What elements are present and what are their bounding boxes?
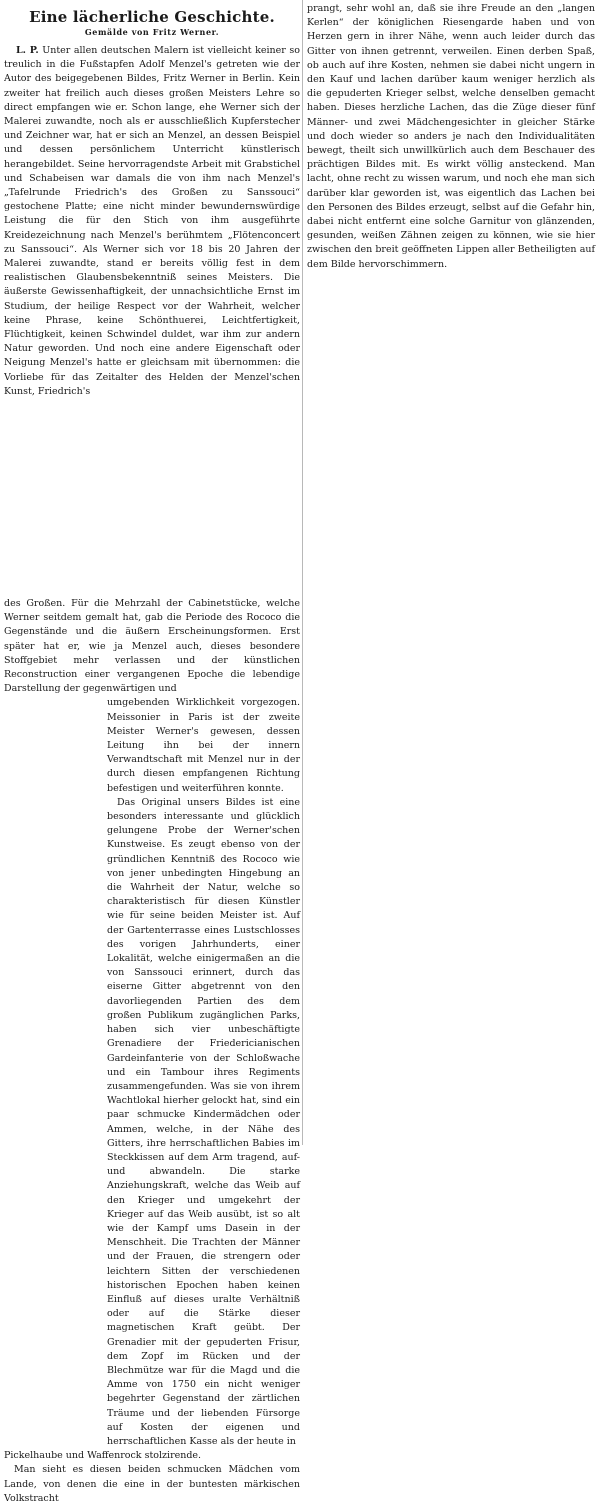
paragraph-3: Man sieht es diesen beiden schmucken Mädchen vom Lande, von denen die eine in der buntesten märkischen Volkstracht <box>4 1464 300 1504</box>
paragraph-1-full-width: des Großen. Für die Mehrzahl der Cabinetstücke, welche Werner seitdem gemalt hat, gab die Periode des Rococo die Gegenstände und die äußern Erscheinungsformen. Erst später hat er, wie ja Menzel auch, dieses besondere Stoffgebiet mehr verlassen und der künstlichen Reconstruction einer vergangenen Epoche die lebendige Darstellung der gegenwärtigen und <box>4 598 300 695</box>
article-subtitle: Gemälde von Fritz Werner. <box>84 27 220 37</box>
author-initials: L. P. <box>16 45 39 56</box>
paragraph-1-upper <box>4 44 300 399</box>
upper-text-block <box>4 44 300 597</box>
right-column <box>307 2 595 272</box>
paragraph-2-wrapped: Das Original unsers Bildes ist eine besonders interessante und glücklich gelungene Probe der Werner'schen Kunstweise. Es zeugt ebenso von der gründlichen Kenntniß des Rococo wie von jener unbedingten Hingebung an die Wahrheit der Natur, welche so charakteristisch für diesen Künstler wie für seine beiden Meister ist. Auf der Gartenterrasse eines Lustschlosses des vorigen Jahrhunderts, einer Lokalität, welche einigermaßen an die von Sanssouci erinnert, durch das eiserne Gitter abgetrennt von den davorliegenden Partien des dem großen Publikum zugänglichen Parks, haben sich vier unbeschäftigte Grenadiere der Friedericianischen Gardeinfanterie von der Schloßwache und ein Tambour ihres Regiments zusammengefunden. Was sie von ihrem Wachtlokal hierher gelockt hat, sind ein paar schmucke Kindermädchen oder Ammen, welche, in der Nähe des Gitters, ihre herrschaftlichen Babies im Steckkissen auf dem Arm tragend, auf- und abwandeln. Die starke Anziehungskraft, welche das Weib auf den Krieger und umgekehrt der Krieger auf das Weib ausübt, ist so alt wie der Kampf ums Dasein in der Menschheit. Die Trachten der Männer und der Frauen, die strengern oder leichtern Sitten der verschiedenen historischen Epochen haben keinen Einfluß auf dieses uralte Verhältniß oder auf die Stärke dieser magnetischen Kraft geübt. Der Grenadier mit der gepuderten Frisur, dem Zopf im Rücken und der Blechmütze war für die Magd und die Amme von 1750 ein nicht weniger begehrter Gegenstand der zärtlichen Träume und der liebenden Fürsorge auf Kosten der eigenen und herrschaftlichen Kasse als der heute in <box>107 796 300 1447</box>
wrapped-text-block <box>107 696 300 1449</box>
paragraph-2-full-width: Pickelhaube und Waffenrock stolzirende. <box>4 1450 202 1462</box>
column-divider <box>302 0 303 1145</box>
article-title: Eine lächerliche Geschichte. <box>29 8 275 26</box>
left-column <box>4 0 300 1506</box>
paragraph-1-wrapped: umgebenden Wirklichkeit vorgezogen. Meissonier in Paris ist der zweite Meister Werner's gewesen, dessen Leitung ihn bei der innern Verwandtschaft mit Menzel nur in der durch diesen empfangenen Richtung befestigen und weiterführen konnte. <box>107 697 300 794</box>
paragraph-1-upper-text: Unter allen deutschen Malern ist vielleicht keiner so treulich in die Fußstapfen Adolf Menzel's getreten wie der Autor des beigegebenen Bildes, Fritz Werner in Berlin. Kein zweiter hat freilich auch dieses großen Meisters Lehre so direct empfangen wie er. Schon lange, ehe Werner sich der Malerei zuwandte, noch als er ausschließlich Kupferstecher und Zeichner war, hat er sich an Menzel, an dessen Beispiel und dessen persönlichem Unterricht künstlerisch herangebildet. Seine hervorragendste Arbeit mit Grabstichel und Schabeisen war damals die von ihm nach Menzel's „Tafelrunde Friedrich's des Großen zu Sanssouci“ gestochene Platte; eine nicht minder bewundernswürdige Leistung die für den Stich von ihm ausgeführte Kreidezeichnung nach Menzel's berühmtem „Flötenconcert zu Sanssouci“. Als Werner sich vor 18 bis 20 Jahren der Malerei zuwandte, stand er bereits völlig fest in dem realistischen Glaubensbekenntniß seines Meisters. Die äußerste Gewissenhaftigkeit, der unnachsichtliche Ernst im Studium, der heilige Respect vor der Wahrheit, welcher keine Phrase, keine Schönthuerei, Leichtfertigkeit, Flüchtigkeit, keinen Schwindel duldet, war ihm zur andern Natur geworden. Und noch eine andere Eigenschaft oder Neigung Menzel's hatte er gleichsam mit übernommen: die Vorliebe für das Zeitalter des Helden der Menzel'schen Kunst, Friedrich's <box>4 45 300 397</box>
right-column-text: prangt, sehr wohl an, daß sie ihre Freude an den „langen Kerlen“ der königlichen Riesengarde haben und von Herzen gern in ihrer Nähe, wenn auch leider durch das Gitter von ihnen getrennt, verweilen. Einen derben Spaß, ob auch auf ihre Kosten, nehmen sie dabei nicht ungern in den Kauf und lachen darüber kaum weniger herzlich als die gepuderten Krieger selbst, welche denselben gemacht haben. Dieses herzliche Lachen, das die Züge dieser fünf Männer- und zwei Mädchengesichter in gleicher Stärke und doch wieder so anders je nach den Individualitäten bewegt, theilt sich unwillkürlich auch dem Beschauer des prächtigen Bildes mit. Es wirkt völlig ansteckend. Man lacht, ohne recht zu wissen warum, und noch ehe man sich darüber klar geworden ist, was eigentlich das Lachen bei den Personen des Bildes erzeugt, selbst auf die Gefahr hin, dabei nicht entfernt eine solche Garnitur von glänzenden, gesunden, weißen Zähnen zeigen zu können, wie sie hier zwischen den breit geöffneten Lippen aller Betheiligten auf dem Bilde hervorschimmern. <box>307 3 595 270</box>
